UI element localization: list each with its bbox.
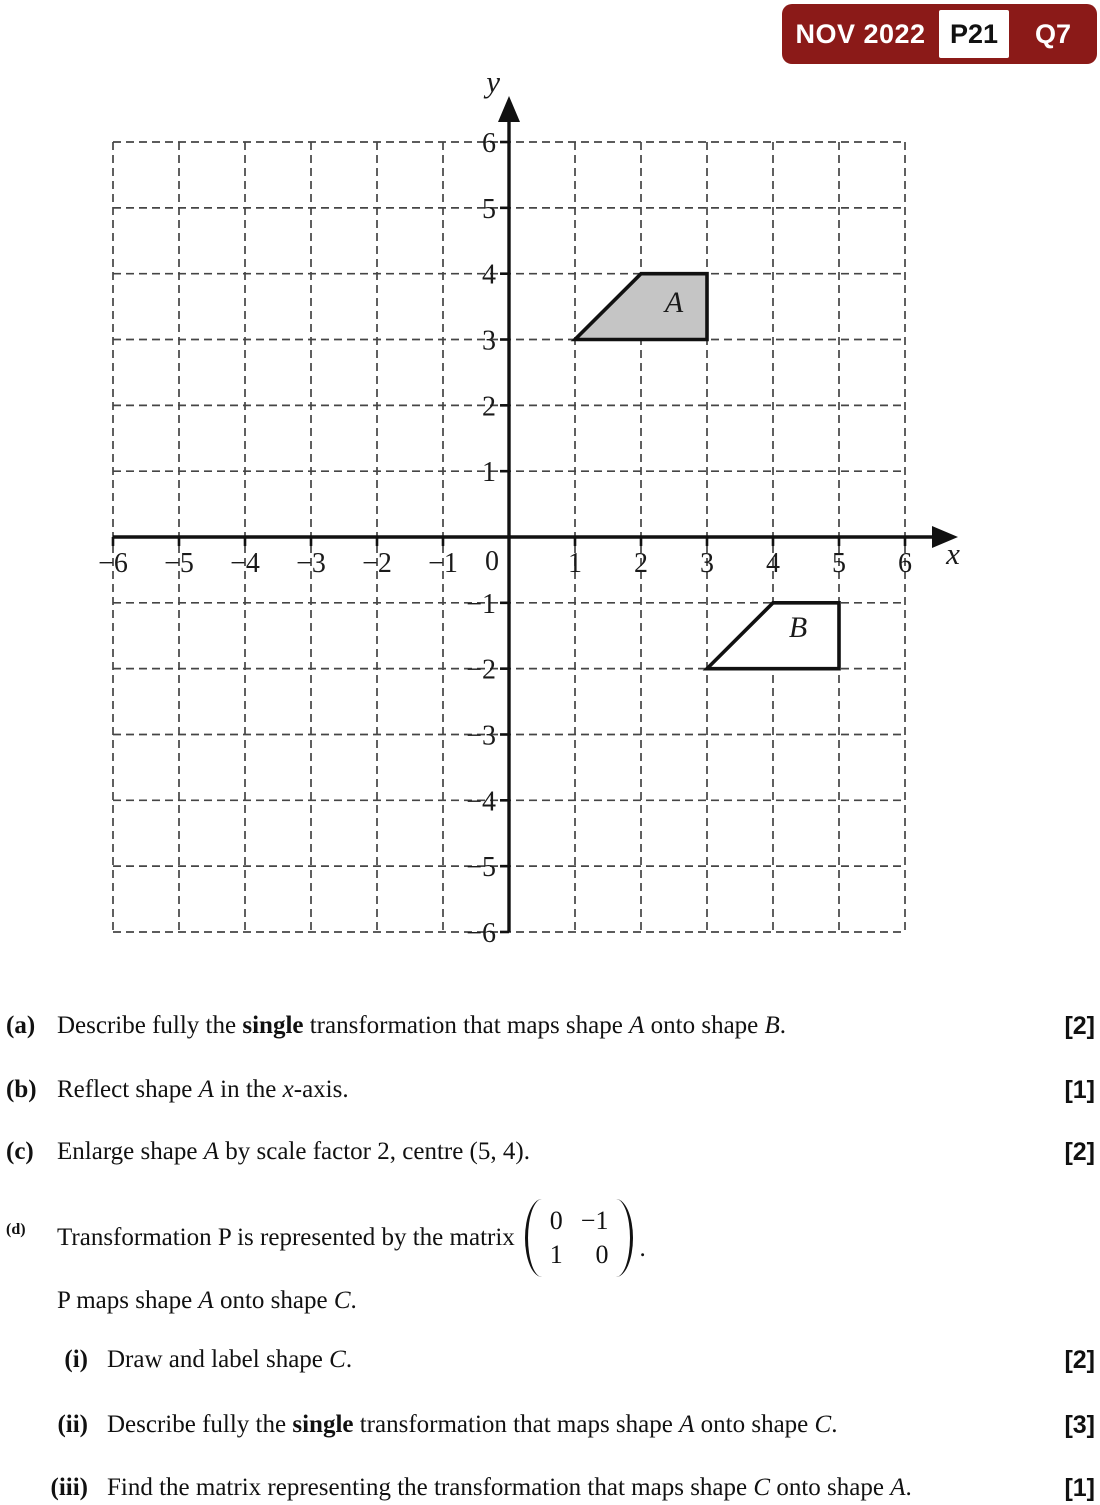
text-segment: Transformation P is represented by the matrix bbox=[57, 1224, 515, 1251]
question-c-text bbox=[57, 1135, 997, 1169]
text-segment: P maps shape bbox=[57, 1287, 199, 1314]
question-a-label: (a) bbox=[6, 1012, 36, 1039]
x-tick-label: −3 bbox=[296, 548, 326, 579]
text-segment: onto shape bbox=[694, 1411, 815, 1438]
x-tick-label: −5 bbox=[164, 548, 194, 579]
text-segment: onto shape bbox=[770, 1474, 891, 1501]
y-tick-label: 5 bbox=[482, 193, 496, 225]
text-segment: A bbox=[629, 1012, 645, 1039]
text-segment: A bbox=[198, 1287, 214, 1314]
matrix-cells bbox=[542, 1207, 617, 1269]
y-tick-label: −3 bbox=[466, 720, 496, 752]
text-segment: transformation that maps shape bbox=[353, 1411, 680, 1438]
shape-A-label: A bbox=[664, 285, 684, 319]
text-segment: . bbox=[831, 1411, 838, 1438]
matrix-left-paren bbox=[525, 1199, 542, 1277]
question-a-text bbox=[57, 1009, 997, 1043]
x-tick-label: 2 bbox=[634, 548, 648, 579]
badge-session-label: NOV 2022 bbox=[795, 18, 926, 49]
y-tick-label: 3 bbox=[482, 325, 496, 357]
text-segment: Describe fully the bbox=[107, 1411, 293, 1438]
text-segment: C bbox=[333, 1287, 351, 1314]
question-diii-text bbox=[107, 1471, 997, 1505]
question-b-text bbox=[57, 1073, 997, 1107]
question-dii-marks: [3] bbox=[1064, 1411, 1095, 1439]
badge-question-label: Q7 bbox=[1034, 18, 1072, 49]
question-d-pmaps-text bbox=[57, 1284, 997, 1318]
question-diii-label: (iii) bbox=[50, 1474, 88, 1501]
text-segment: Describe fully the bbox=[57, 1012, 243, 1039]
text-segment: . bbox=[905, 1474, 912, 1501]
question-b-marks: [1] bbox=[1064, 1076, 1095, 1104]
origin-label: 0 bbox=[485, 546, 499, 577]
y-tick-label: 4 bbox=[482, 259, 496, 291]
question-c-marks: [2] bbox=[1064, 1138, 1095, 1166]
matrix-P bbox=[525, 1199, 646, 1277]
question-di-label: (i) bbox=[64, 1346, 88, 1373]
text-segment: single bbox=[242, 1012, 304, 1039]
question-b-label: (b) bbox=[6, 1076, 37, 1103]
text-segment: C bbox=[329, 1346, 346, 1373]
y-tick-label: −1 bbox=[466, 588, 496, 620]
text-segment: C bbox=[814, 1411, 832, 1438]
question-d-label: (d) bbox=[6, 1221, 26, 1238]
text-segment: in the bbox=[213, 1076, 283, 1103]
matrix-cell-r1c1: 0 bbox=[549, 1206, 563, 1235]
question-d-row bbox=[0, 1192, 1100, 1284]
question-d-text bbox=[57, 1224, 515, 1252]
x-tick-label: 6 bbox=[898, 548, 912, 579]
y-axis-arrow bbox=[498, 96, 520, 122]
text-segment: transformation that maps shape bbox=[303, 1012, 630, 1039]
question-dii-label: (ii) bbox=[57, 1411, 88, 1438]
shape-B-polygon bbox=[707, 603, 839, 669]
question-dii-text bbox=[107, 1408, 997, 1442]
text-segment: onto shape bbox=[644, 1012, 765, 1039]
y-tick-label: −4 bbox=[466, 786, 496, 818]
text-segment: Enlarge shape bbox=[57, 1138, 204, 1165]
shape-A-polygon bbox=[575, 274, 707, 340]
x-tick-label: −4 bbox=[230, 548, 260, 579]
text-segment: B bbox=[764, 1012, 780, 1039]
question-a-marks: [2] bbox=[1064, 1012, 1095, 1040]
text-segment: onto shape bbox=[213, 1287, 334, 1314]
matrix-period: . bbox=[639, 1235, 646, 1262]
shape-B-label: B bbox=[788, 611, 808, 645]
text-segment: A bbox=[679, 1411, 695, 1438]
matrix-right-paren bbox=[616, 1199, 633, 1277]
y-tick-label: −2 bbox=[466, 654, 496, 686]
question-c-label: (c) bbox=[6, 1138, 34, 1165]
x-tick-label: 3 bbox=[700, 548, 714, 579]
text-segment: by scale factor 2, centre (5, 4). bbox=[219, 1138, 530, 1165]
y-tick-label: 2 bbox=[482, 391, 496, 423]
text-segment: x bbox=[282, 1076, 294, 1103]
question-di-marks: [2] bbox=[1064, 1346, 1095, 1374]
y-axis-letter: y bbox=[486, 64, 500, 99]
text-segment: . bbox=[350, 1287, 357, 1314]
x-tick-label: 5 bbox=[832, 548, 846, 579]
text-segment: . bbox=[779, 1012, 787, 1039]
y-tick-label: −5 bbox=[466, 852, 496, 884]
text-segment: A bbox=[890, 1474, 906, 1501]
x-tick-label: 1 bbox=[568, 548, 582, 579]
question-diii-marks: [1] bbox=[1064, 1474, 1095, 1502]
badge-paper-label: P21 bbox=[949, 18, 999, 49]
x-tick-label: 4 bbox=[766, 548, 780, 579]
text-segment: A bbox=[198, 1076, 214, 1103]
y-tick-label: 1 bbox=[482, 457, 496, 489]
text-segment: . bbox=[345, 1346, 353, 1373]
text-segment: A bbox=[203, 1138, 219, 1165]
x-axis-letter: x bbox=[946, 536, 960, 571]
y-tick-label: 6 bbox=[482, 128, 496, 160]
question-di-text bbox=[107, 1343, 997, 1377]
text-segment: Find the matrix representing the transformation that maps shape bbox=[107, 1474, 754, 1501]
text-segment: Draw and label shape bbox=[107, 1346, 330, 1373]
y-tick-label: −6 bbox=[466, 917, 496, 949]
text-segment: -axis. bbox=[293, 1076, 349, 1103]
matrix-cell-r1c2: −1 bbox=[580, 1206, 609, 1235]
x-tick-label: −1 bbox=[428, 548, 458, 579]
matrix-cell-r2c1: 1 bbox=[549, 1240, 563, 1269]
x-tick-label: −6 bbox=[98, 548, 128, 579]
matrix-cell-r2c2: 0 bbox=[595, 1240, 609, 1269]
text-segment: single bbox=[292, 1411, 354, 1438]
text-segment: C bbox=[753, 1474, 771, 1501]
x-tick-label: −2 bbox=[362, 548, 392, 579]
text-segment: Reflect shape bbox=[57, 1076, 199, 1103]
